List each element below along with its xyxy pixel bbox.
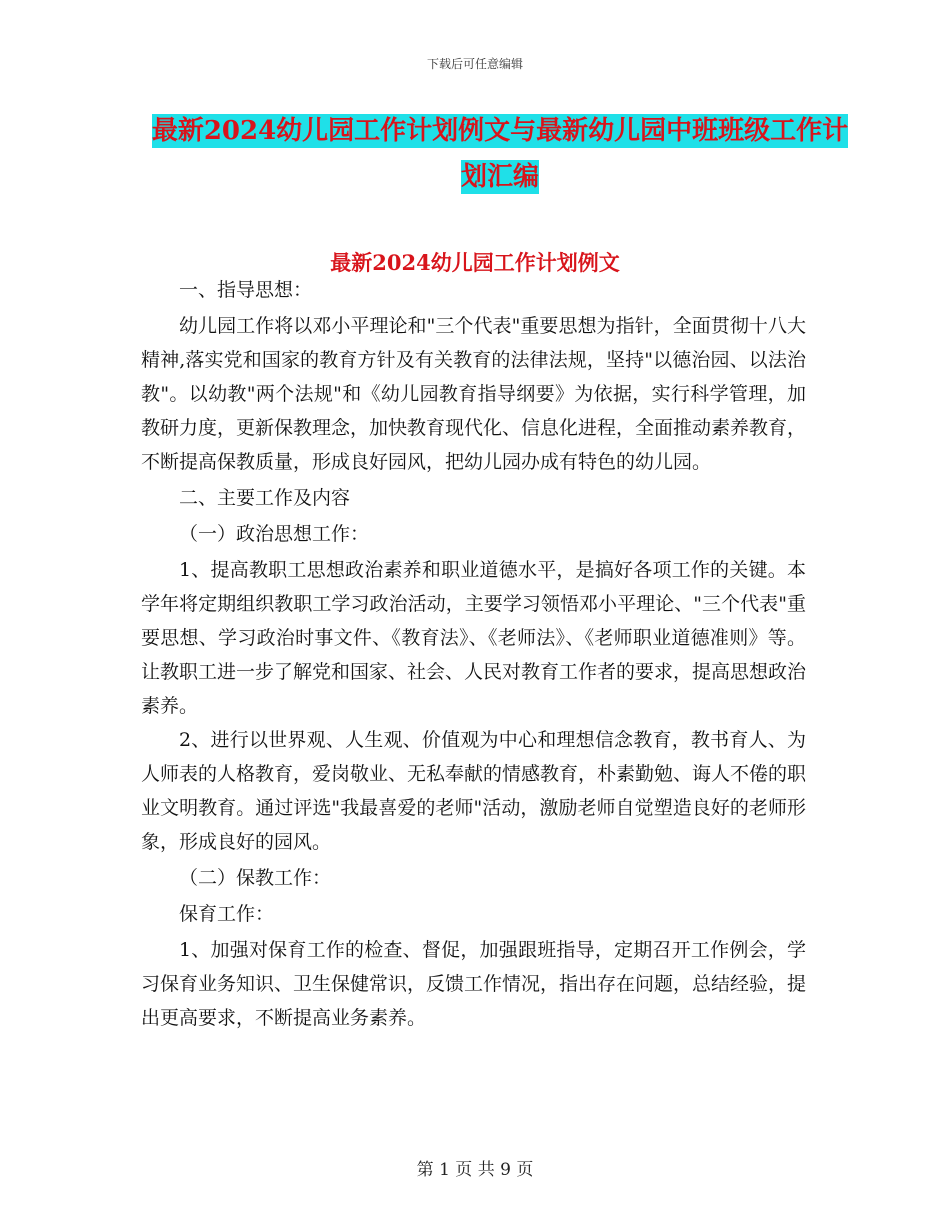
document-body <box>141 271 806 1035</box>
header-note: 下载后可任意编辑 <box>426 57 523 71</box>
heading-care-work: 保育工作： <box>179 903 275 925</box>
paragraph-political-2: 2、进行以世界观、人生观、价值观为中心和理想信念教育，教书育人、为人师表的人格教育，爱岗敬业、无私奉献的情感教育，朴素勤勉、诲人不倦的职业文明教育。通过评选"我最喜爱的老师"活动，激励老师自觉塑造良好的老师形象，形成良好的园风。 <box>141 729 807 853</box>
paragraph-political-1: 1、提高教职工思想政治素养和职业道德水平，是搞好各项工作的关键。本学年将定期组织教职工学习政治活动，主要学习领悟邓小平理论、"三个代表"重要思想、学习政治时事文件、《教育法》、《老师法》、《老师职业道德准则》等。让教职工进一步了解党和国家、社会、人民对教育工作者的要求，提高思想政治素养。 <box>141 559 807 717</box>
page-number: 第 1 页 共 9 页 <box>416 1160 534 1180</box>
section-title: 最新2024幼儿园工作计划例文 <box>330 250 620 275</box>
heading-guiding-thought: 一、指导思想： <box>179 279 313 301</box>
heading-main-work: 二、主要工作及内容 <box>179 487 351 509</box>
paragraph-guiding-thought: 幼儿园工作将以邓小平理论和"三个代表"重要思想为指针，全面贯彻十八大精神,落实党和国家的教育方针及有关教育的法律法规，坚持"以德治园、以法治教"。以幼教"两个法规"和《幼儿园教育指导纲要》为依据，实行科学管理，加教研力度，更新保教理念，加快教育现代化、信息化进程，全面推动素养教育，不断提高保教质量，形成良好园风，把幼儿园办成有特色的幼儿园。 <box>141 315 807 473</box>
document-title <box>140 108 860 200</box>
heading-political-work: （一）政治思想工作： <box>179 523 370 545</box>
heading-care-education: （二）保教工作： <box>179 867 332 889</box>
document-title-text: 最新2024幼儿园工作计划例文与最新幼儿园中班班级工作计划汇编 <box>151 116 849 192</box>
paragraph-care-1: 1、加强对保育工作的检查、督促，加强跟班指导，定期召开工作例会，学习保育业务知识、卫生保健常识，反馈工作情况，指出存在问题，总结经验，提出更高要求，不断提高业务素养。 <box>141 939 807 1029</box>
